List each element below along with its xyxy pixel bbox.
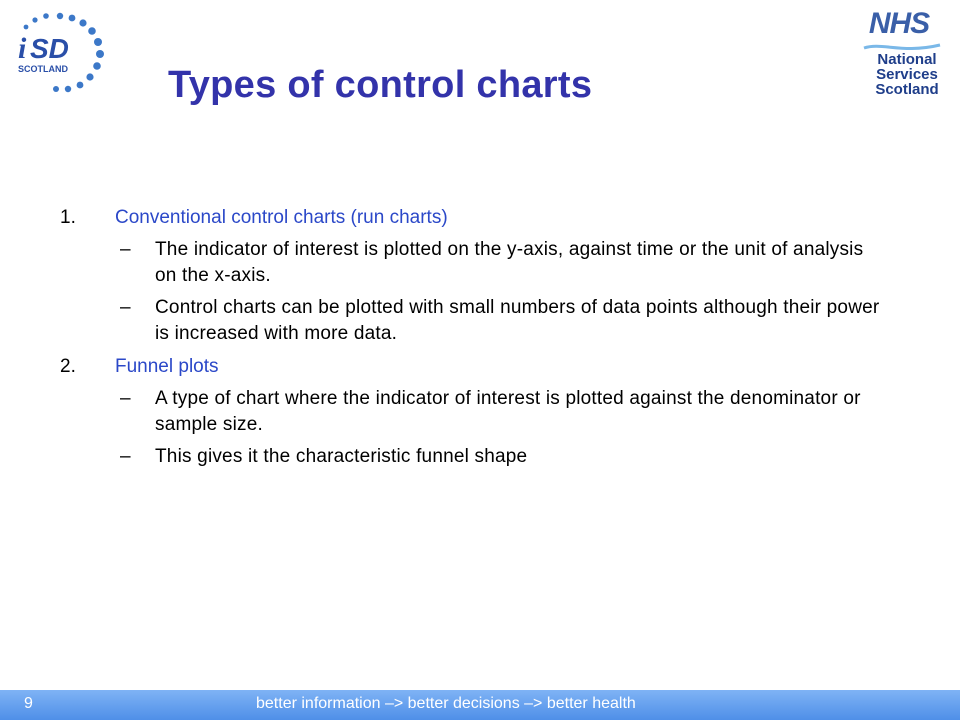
sub-bullet xyxy=(60,386,880,438)
sub-bullet-text: This gives it the characteristic funnel shape xyxy=(155,446,528,467)
sub-bullet-text: Control charts can be plotted with small numbers of data points although their power is increased with more data. xyxy=(155,297,880,344)
slide-title: Types of control charts xyxy=(168,64,593,106)
item-number: 2. xyxy=(60,356,76,377)
footer-tagline: better information –> better decisions –> better health xyxy=(256,695,636,712)
page-number: 9 xyxy=(24,695,33,712)
list-item xyxy=(60,205,880,347)
nhs-mark xyxy=(867,6,931,42)
svg-text:SD: SD xyxy=(30,33,69,64)
sub-bullet-text: A type of chart where the indicator of interest is plotted against the denominator or sample size. xyxy=(155,388,861,435)
item-heading: Conventional control charts (run charts) xyxy=(115,207,448,228)
svg-text:SCOTLAND: SCOTLAND xyxy=(18,64,68,74)
svg-text:i: i xyxy=(18,32,27,65)
nhs-org-line: National xyxy=(877,51,937,68)
nhs-org-line: Services xyxy=(876,66,938,83)
bullet-dash: – xyxy=(120,297,131,318)
nhs-national-services-scotland-logo xyxy=(862,6,952,102)
footer-bar xyxy=(0,690,960,720)
sub-bullet-text: The indicator of interest is plotted on the y-axis, against time or the unit of analysis on the x-axis. xyxy=(155,239,864,286)
nhs-organisation-name xyxy=(862,52,952,97)
item-number: 1. xyxy=(60,207,76,228)
sub-bullet xyxy=(60,237,880,289)
list-item xyxy=(60,354,880,470)
isd-scotland-logo xyxy=(8,8,112,98)
nhs-org-line: Scotland xyxy=(875,81,939,98)
item-heading: Funnel plots xyxy=(115,356,219,377)
nhs-mark-text: NHS xyxy=(868,7,930,40)
bullet-dash: – xyxy=(120,239,131,260)
sub-bullet xyxy=(60,295,880,347)
bullet-dash: – xyxy=(120,388,131,409)
sub-bullet xyxy=(60,444,880,470)
slide-content xyxy=(60,205,880,470)
bullet-dash: – xyxy=(120,446,131,467)
